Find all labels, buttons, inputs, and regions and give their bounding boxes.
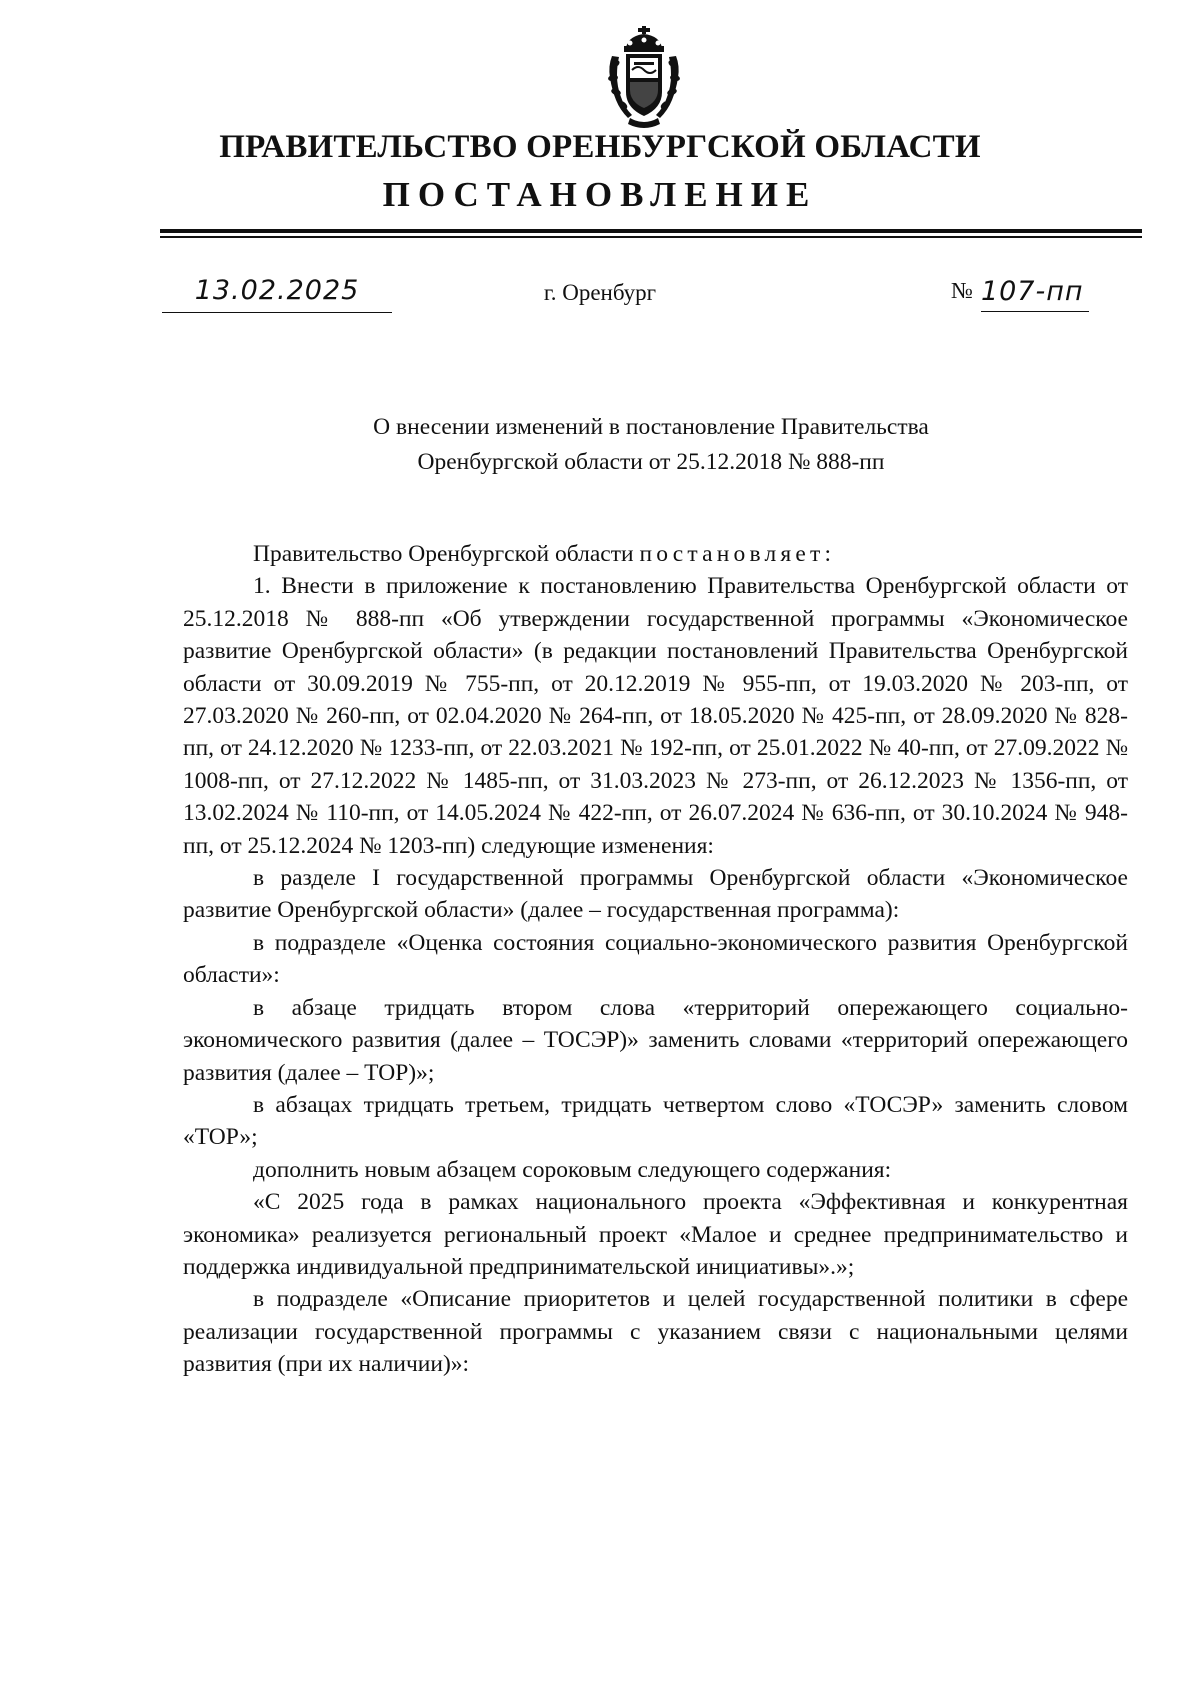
handwritten-date: 13.02.2025 xyxy=(194,275,360,306)
document-number xyxy=(951,272,1089,312)
lead-spaced-verb: постановляет: xyxy=(639,541,836,567)
subject-line-2: Оренбургской области от 25.12.2018 № 888-пп xyxy=(417,449,885,475)
coat-of-arms-icon xyxy=(604,26,684,130)
resolution-lead xyxy=(183,538,1128,570)
header-divider-thick xyxy=(160,229,1142,233)
body-paragraph: в абзаце тридцать втором слова «территорий опережающего социально-экономического развития (далее – ТОСЭР)» заменить словами «территорий опережающего развития (далее – ТОР)»; xyxy=(183,994,1128,1086)
body-paragraph: в разделе I государственной программы Оренбургской области «Экономическое развитие Оренбургской области» (далее – государственная программа): xyxy=(183,865,1128,924)
body-paragraph: 1. Внести в приложение к постановлению Правительства Оренбургской области от 25.12.2018 № 888-пп «Об утверждении государственной программы «Экономическое развитие Оренбургской области» (в редакции постановлений Правительства Оренбургской области от 30.09.2019 № 755-пп, от 20.12.2019 № 955-пп, от 19.03.2020 № 203-пп, от 27.03.2020 № 260-пп, от 02.04.2020 № 264-пп, от 18.05.2020 № 425-пп, от 28.09.2020 № 828-пп, от 24.12.2020 № 1233-пп, от 22.03.2021 № 192-пп, от 25.01.2022 № 40-пп, от 27.09.2022 № 1008-пп, от 27.12.2022 № 1485-пп, от 31.03.2023 № 273-пп, от 26.12.2023 № 1356-пп, от 13.02.2024 № 110-пп, от 14.05.2024 № 422-пп, от 26.07.2024 № 636-пп, от 30.10.2024 № 948-пп, от 25.12.2024 № 1203-пп) следующие изменения: xyxy=(183,573,1128,859)
body-paragraph: в подразделе «Оценка состояния социально-экономического развития Оренбургской области»: xyxy=(183,929,1128,989)
document-city: г. Оренбург xyxy=(543,280,657,305)
body-paragraph: в подразделе «Описание приоритетов и целей государственной политики в сфере реализации государственной программы с указанием связи с национальными целями развития (при их наличии)»: xyxy=(183,1286,1128,1378)
body-paragraph: дополнить новым абзацем сороковым следующего содержания: xyxy=(253,1156,892,1183)
document-subject xyxy=(160,410,1142,480)
header-divider-thin xyxy=(160,236,1142,238)
document-body xyxy=(183,538,1128,1381)
body-paragraph: «С 2025 года в рамках национального проекта «Эффективная и конкурентная экономика» реализуется региональный проект «Малое и среднее предпринимательство и поддержка индивидуальной предпринимательской инициативы».»; xyxy=(183,1189,1128,1280)
number-prefix: № xyxy=(951,278,973,303)
government-title: ПРАВИТЕЛЬСТВО ОРЕНБУРГСКОЙ ОБЛАСТИ xyxy=(219,129,981,165)
body-paragraph: в абзацах тридцать третьем, тридцать четвертом слово «ТОСЭР» заменить словом «ТОР»; xyxy=(183,1091,1128,1151)
subject-line-1: О внесении изменений в постановление Правительства xyxy=(373,414,929,440)
handwritten-number: 107-пп xyxy=(981,273,1089,312)
document-type-title: ПОСТАНОВЛЕНИЕ xyxy=(382,175,818,214)
lead-text: Правительство Оренбургской области xyxy=(253,541,640,567)
